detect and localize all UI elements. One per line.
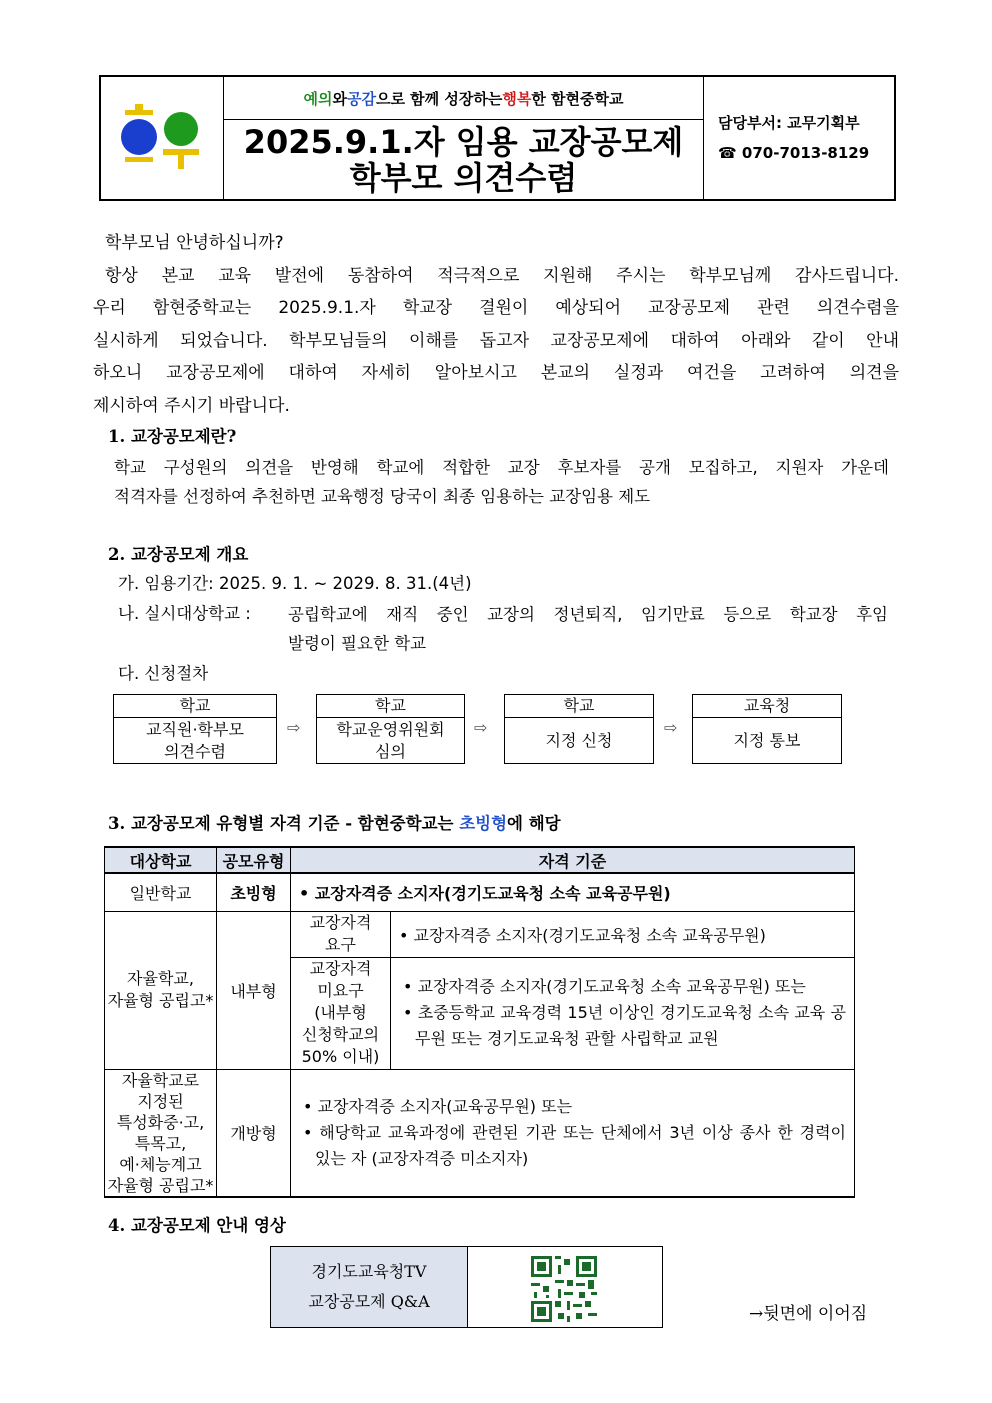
procedure-label: 다. 신청절차 (118, 664, 209, 683)
table-row: 일반학교 초빙형 • 교장자격증 소지자(경기도교육청 소속 교육공무원) (105, 873, 855, 911)
table-row: 자율학교로 지정된 특성화중·고, 특목고, 예·체능계고 자율형 공립고* 개방형 • 교장자격증 소지자(교육공무원) 또는 • 해당학교 교육과정에 관련된 기관 또는 단체에서 3년 이상 종사 한 경력이 있는 자 (교장자격증 미소지자) (105, 1069, 855, 1197)
flow-step-3: 학교 지정 신청 (504, 694, 654, 764)
school-slogan: 예의 와 공감 으로 함께 성장하는 행복 한 함현중학교 (224, 77, 703, 120)
video-info-box (270, 1246, 663, 1328)
arrow-icon: ⇨ (664, 718, 678, 737)
document-header (99, 75, 896, 201)
appointment-period: 가. 임용기간: 2025. 9. 1. ~ 2029. 8. 31.(4년) (118, 574, 472, 593)
section3-heading: 3. 교장공모제 유형별 자격 기준 - 함현중학교는 초빙형에 해당 (108, 814, 561, 833)
flow-step-1: 학교 교직원·학부모 의견수렴 (113, 694, 277, 764)
section1-body: 학교 구성원의 의견을 반영해 학교에 적합한 교장 후보자를 공개 모집하고, 지원자 가운데 적격자를 선정하여 추천하면 교육행정 당국이 최종 임용하는 교장임용 제도 (114, 458, 889, 506)
qualification-table (104, 846, 855, 1198)
continue-note: →뒷면에 이어짐 (749, 1304, 868, 1324)
flow-step-4: 교육청 지정 통보 (692, 694, 842, 764)
flow-step-2: 학교 학교운영위원회 심의 (316, 694, 465, 764)
column-header: 자격 기준 (291, 847, 855, 873)
table-row: 교장자격 미요구 (내부형 신청학교의 50% 이내) • 교장자격증 소지자(경기도교육청 소속 교육공무원) 또는 • 초중등학교 교육경력 15년 이상인 경기도교육청 소속 교육 공무원 또는 경기도교육청 관할 사립학교 교원 (105, 957, 855, 1069)
school-logo (101, 77, 224, 199)
video-title: 교장공모제 Q&A (308, 1292, 430, 1311)
section4-heading: 4. 교장공모제 안내 영상 (108, 1216, 286, 1235)
target-school-desc: 공립학교에 재직 중인 교장의 정년퇴직, 임기만료 등으로 학교장 후임 발령이 필요한 학교 (288, 605, 888, 653)
document-title: 2025.9.1.자 임용 교장공모제 학부모 의견수렴 (243, 122, 684, 197)
arrow-icon: ⇨ (287, 718, 301, 737)
target-school-label: 나. 실시대상학교 : (118, 604, 251, 623)
column-header: 공모유형 (217, 847, 291, 873)
section2-heading: 2. 교장공모제 개요 (108, 545, 249, 564)
table-row: 자율학교, 자율형 공립고* 내부형 교장자격 요구 • 교장자격증 소지자(경기도교육청 소속 교육공무원) (105, 911, 855, 957)
video-channel: 경기도교육청TV (311, 1262, 427, 1281)
qr-code-icon[interactable] (528, 1253, 600, 1325)
section1-heading: 1. 교장공모제란? (108, 427, 237, 446)
arrow-icon: ⇨ (474, 718, 488, 737)
department-label: 담당부서: 교무기획부 (718, 114, 860, 132)
phone-number: ☎ 070-7013-8129 (718, 144, 870, 162)
column-header: 대상학교 (105, 847, 217, 873)
table-header-row (105, 847, 855, 873)
intro-paragraph: 학부모님 안녕하십니까? 항상 본교 교육 발전에 동참하여 적극적으로 지원해 주시는 학부모님께 감사드립니다. 우리 함현중학교는 2025.9.1.자 학교장 결원이 예상되어 교장공모제 관련 의견수렴을 실시하게 되었습니다. 학부모님들의 이해를 돕고자 교장공모제에 대하여 아래와 같이 안내 하오니 교장공모제에 대하여 자세히 알아보시고 본교의 실정과 여건을 고려하여 의견을 제시하여 주시기 바랍니다. (93, 233, 899, 416)
